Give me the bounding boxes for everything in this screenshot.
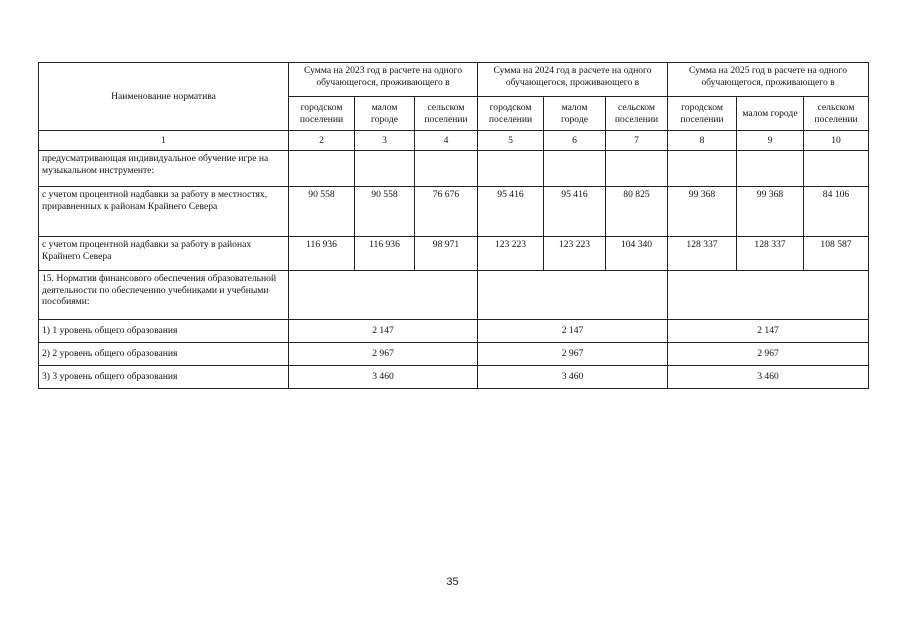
header-group-2023: Сумма на 2023 год в расчете на одного обучающегося, проживающего в bbox=[289, 63, 478, 97]
header-row-groups bbox=[39, 63, 869, 97]
value-cell: 116 936 bbox=[289, 237, 355, 271]
page-number: 35 bbox=[446, 576, 459, 588]
column-number: 10 bbox=[804, 131, 869, 151]
value-cell: 108 587 bbox=[804, 237, 869, 271]
row-label: предусматривающая индивидуальное обучение игре на музыкальном инструменте: bbox=[39, 151, 289, 187]
merged-value-cell: 3 460 bbox=[478, 366, 668, 389]
merged-value-cell: 2 967 bbox=[289, 343, 478, 366]
merged-value-cell: 2 967 bbox=[668, 343, 869, 366]
header-sub-rural: сельском поселении bbox=[606, 97, 668, 131]
value-cell: 123 223 bbox=[478, 237, 544, 271]
header-sub-rural: сельском поселении bbox=[804, 97, 869, 131]
header-name-column: Наименование норматива bbox=[39, 63, 289, 131]
header-group-2025: Сумма на 2025 год в расчете на одного обучающегося, проживающего в bbox=[668, 63, 869, 97]
header-sub-rural: сельском поселении bbox=[415, 97, 478, 131]
value-cell: 80 825 bbox=[606, 187, 668, 237]
column-number-row bbox=[39, 131, 869, 151]
level-label: 1) 1 уровень общего образования bbox=[39, 320, 289, 343]
value-cell: 76 676 bbox=[415, 187, 478, 237]
value-cell: 123 223 bbox=[544, 237, 606, 271]
value-cell: 104 340 bbox=[606, 237, 668, 271]
column-number: 3 bbox=[355, 131, 415, 151]
header-sub-urban: городском поселении bbox=[289, 97, 355, 131]
value-cell bbox=[355, 151, 415, 187]
header-sub-small-town: малом городе bbox=[737, 97, 804, 131]
row-label: с учетом процентной надбавки за работу в районах Крайнего Севера bbox=[39, 237, 289, 271]
level-label: 3) 3 уровень общего образования bbox=[39, 366, 289, 389]
merged-empty-cell bbox=[668, 271, 869, 320]
column-number: 4 bbox=[415, 131, 478, 151]
header-sub-urban: городском поселении bbox=[478, 97, 544, 131]
value-cell bbox=[544, 151, 606, 187]
value-cell: 128 337 bbox=[668, 237, 737, 271]
merged-value-cell: 3 460 bbox=[668, 366, 869, 389]
level-row bbox=[39, 320, 869, 343]
value-cell bbox=[606, 151, 668, 187]
value-cell bbox=[737, 151, 804, 187]
header-sub-small-town: малом городе bbox=[544, 97, 606, 131]
table-row bbox=[39, 187, 869, 237]
value-cell bbox=[668, 151, 737, 187]
merged-value-cell: 3 460 bbox=[289, 366, 478, 389]
value-cell bbox=[804, 151, 869, 187]
column-number: 7 bbox=[606, 131, 668, 151]
value-cell: 95 416 bbox=[544, 187, 606, 237]
header-group-2024: Сумма на 2024 год в расчете на одного обучающегося, проживающего в bbox=[478, 63, 668, 97]
merged-value-cell: 2 967 bbox=[478, 343, 668, 366]
column-number: 2 bbox=[289, 131, 355, 151]
value-cell bbox=[415, 151, 478, 187]
merged-empty-cell bbox=[478, 271, 668, 320]
header-sub-urban: городском поселении bbox=[668, 97, 737, 131]
value-cell: 99 368 bbox=[737, 187, 804, 237]
value-cell bbox=[289, 151, 355, 187]
value-cell bbox=[478, 151, 544, 187]
normative-table bbox=[38, 62, 869, 389]
value-cell: 116 936 bbox=[355, 237, 415, 271]
section-15-label: 15. Норматив финансового обеспечения образовательной деятельности по обеспечению учебниками и учебными пособиями: bbox=[39, 271, 289, 320]
value-cell: 90 558 bbox=[289, 187, 355, 237]
column-number: 1 bbox=[39, 131, 289, 151]
column-number: 9 bbox=[737, 131, 804, 151]
merged-empty-cell bbox=[289, 271, 478, 320]
row-label: с учетом процентной надбавки за работу в местностях, приравненных к районам Крайнего Севера bbox=[39, 187, 289, 237]
table-row bbox=[39, 151, 869, 187]
merged-value-cell: 2 147 bbox=[668, 320, 869, 343]
level-label: 2) 2 уровень общего образования bbox=[39, 343, 289, 366]
value-cell: 99 368 bbox=[668, 187, 737, 237]
value-cell: 90 558 bbox=[355, 187, 415, 237]
level-row bbox=[39, 366, 869, 389]
value-cell: 128 337 bbox=[737, 237, 804, 271]
column-number: 5 bbox=[478, 131, 544, 151]
column-number: 8 bbox=[668, 131, 737, 151]
merged-value-cell: 2 147 bbox=[478, 320, 668, 343]
merged-value-cell: 2 147 bbox=[289, 320, 478, 343]
table-row bbox=[39, 237, 869, 271]
column-number: 6 bbox=[544, 131, 606, 151]
header-sub-small-town: малом городе bbox=[355, 97, 415, 131]
value-cell: 95 416 bbox=[478, 187, 544, 237]
section-15-row bbox=[39, 271, 869, 320]
value-cell: 98 971 bbox=[415, 237, 478, 271]
value-cell: 84 106 bbox=[804, 187, 869, 237]
level-row bbox=[39, 343, 869, 366]
